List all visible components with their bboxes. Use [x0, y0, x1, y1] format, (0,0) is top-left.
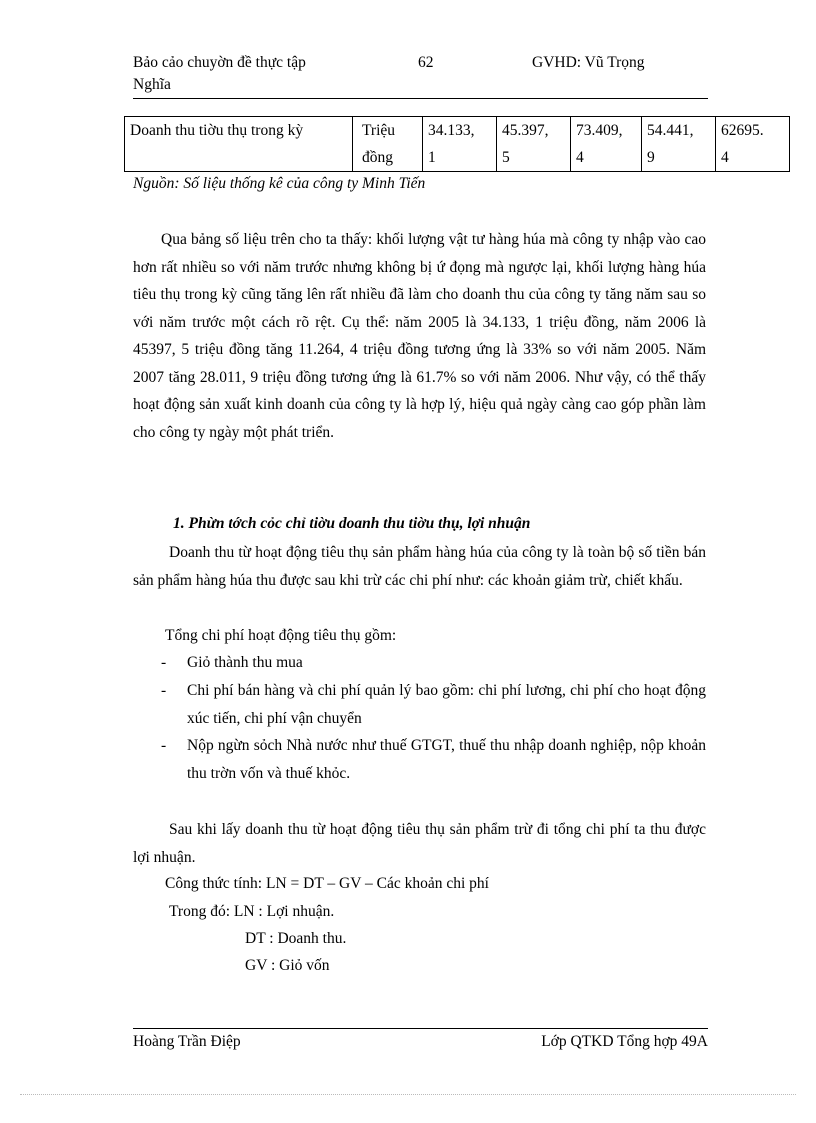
row-label: Doanh thu tiờu thụ trong kỳ — [130, 122, 304, 139]
list-item — [161, 649, 706, 677]
page-footer — [133, 1028, 708, 1055]
profit-text: Sau khi lấy doanh thu từ hoạt động tiêu thụ sản phẩm trừ đi tổng chi phí ta thu được lợi nhuận. — [133, 821, 706, 866]
value-col4: 54.441, 9 — [647, 122, 694, 166]
cost-item-text: Giỏ thành thu mua — [187, 654, 303, 671]
value-cell — [571, 117, 642, 172]
profit-paragraph — [133, 816, 706, 871]
value-cell — [716, 117, 790, 172]
bullet-dash: - — [161, 654, 167, 671]
value-cell — [423, 117, 497, 172]
source-note: Nguồn: Số liệu thống kê của công ty Minh Tiến — [133, 175, 426, 192]
report-title — [133, 52, 306, 96]
cost-item-text: Nộp ngừn sỏch Nhà nước như thuế GTGT, thuế thu nhập doanh nghiệp, nộp khoản thu trờn vốn và thuế khỏc. — [187, 737, 706, 782]
revenue-table — [124, 116, 790, 172]
class-name: Lớp QTKD Tổng hợp 49A — [541, 1033, 708, 1050]
supervisor-label: GVHD: Vũ Trọng — [532, 54, 645, 71]
cost-item-text: Chi phí bán hàng và chi phí quản lý bao gồm: chi phí lương, chi phí cho hoạt động xúc tiến, chi phí vận chuyển — [187, 682, 706, 727]
value-cell — [642, 117, 716, 172]
value-2006: 45.397, 5 — [502, 122, 549, 166]
table-row — [125, 117, 790, 172]
section-heading: 1. Phừn tớch cỏc chỉ tiờu doanh thu tiờu thụ, lợi nhuận — [173, 515, 531, 532]
value-col5: 62695. 4 — [721, 122, 764, 166]
analysis-paragraph — [133, 226, 706, 446]
formula-line: Công thức tính: LN = DT – GV – Các khoản chi phí — [165, 875, 489, 892]
unit-cell — [353, 117, 423, 172]
list-item — [161, 732, 706, 787]
cost-intro: Tổng chi phí hoạt động tiêu thụ gồm: — [165, 627, 397, 644]
bullet-dash: - — [161, 737, 167, 754]
unit-label: Triệu đồng — [362, 122, 396, 166]
author-name: Hoàng Trần Điệp — [133, 1033, 241, 1050]
report-title-line1: Bảo cảo chuyờn đề thực tập — [133, 54, 306, 71]
row-label-cell — [125, 117, 353, 172]
where-line: GV : Giỏ vốn — [245, 957, 330, 974]
value-2007: 73.409, 4 — [576, 122, 623, 166]
revenue-definition — [133, 539, 706, 594]
page-number: 62 — [418, 54, 434, 71]
value-2005: 34.133, 1 — [428, 122, 475, 166]
revenue-definition-text: Doanh thu từ hoạt động tiêu thụ sản phẩm hàng húa của công ty là toàn bộ số tiền bán sản phẩm hàng húa thu được sau khi trừ các chi phí như: các khoản giảm trừ, chiết khấu. — [133, 544, 706, 589]
analysis-text: Qua bảng số liệu trên cho ta thấy: khối lượng vật tư hàng húa mà công ty nhập vào cao hơn rất nhiều so với năm trước nhưng không bị ứ đọng mà ngược lại, khối lượng hàng húa tiêu thụ trong kỳ cũng tăng lên rất nhiều đã làm cho doanh thu của công ty tăng năm sau so với năm trước một cách rõ rệt. Cụ thể: năm 2005 là 34.133, 1 triệu đồng, năm 2006 là 45397, 5 triệu đồng tăng 11.264, 4 triệu đồng tương ứng là 33% so với năm 2005. Năm 2007 tăng 28.011, 9 triệu đồng tương ứng là 61.7% so với năm 2006. Như vậy, có thể thấy hoạt động sản xuất kinh doanh của công ty là hợp lý, hiệu quả ngày càng cao góp phần làm cho công ty ngày một phát triển. — [133, 231, 706, 441]
list-item — [161, 677, 706, 732]
where-line: Trong đó: LN : Lợi nhuận. — [169, 903, 335, 920]
report-title-line2: Nghĩa — [133, 76, 171, 93]
bullet-dash: - — [161, 682, 167, 699]
page-boundary — [20, 1094, 796, 1095]
value-cell — [497, 117, 571, 172]
page-header — [133, 52, 708, 99]
where-line: DT : Doanh thu. — [245, 930, 347, 947]
